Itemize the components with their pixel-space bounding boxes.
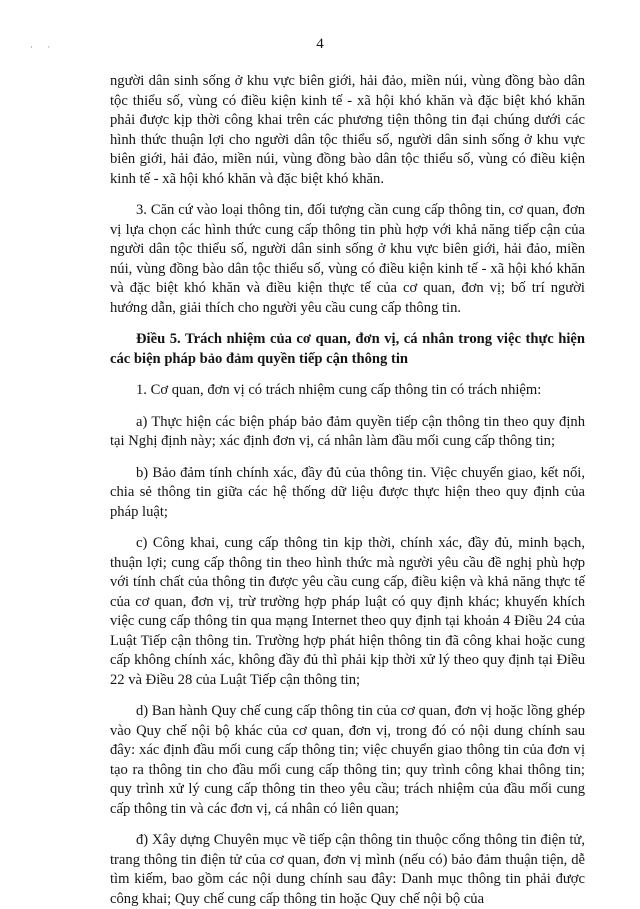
paragraph-point-b: b) Bảo đảm tính chính xác, đầy đủ của thông tin. Việc chuyển giao, kết nối, chia sẻ thông tin giữa các hệ thống dữ liệu được thực hiện theo quy định của pháp luật; — [110, 464, 585, 520]
page-number: 4 — [316, 36, 324, 52]
paragraph-point-d: d) Ban hành Quy chế cung cấp thông tin của cơ quan, đơn vị hoặc lồng ghép vào Quy chế nội bộ khác của cơ quan, đơn vị, trong đó có nội dung chính sau đây: xác định đầu mối cung cấp thông tin; việc chuyển giao thông tin của đơn vị tạo ra thông tin cho đầu mối cung cấp thông tin; quy trình công khai thông tin; quy trình xử lý cung cấp thông tin theo yêu cầu; trách nhiệm của đầu mối cung cấp thông tin và các đơn vị, cá nhân có liên quan; — [110, 703, 585, 817]
scan-specks: · · — [30, 42, 57, 52]
paragraph-point-a: a) Thực hiện các biện pháp bảo đảm quyền tiếp cận thông tin theo quy định tại Nghị định này; xác định đơn vị, cá nhân làm đầu mối cung cấp thông tin; — [110, 413, 585, 449]
paragraph-point-c: c) Công khai, cung cấp thông tin kịp thời, chính xác, đầy đủ, minh bạch, thuận lợi; cung cấp thông tin theo hình thức mà người yêu cầu đề nghị phù hợp với tính chất của thông tin được yêu cầu cung cấp, điều kiện và khả năng thực tế của cơ quan, đơn vị, trừ trường hợp pháp luật có quy định khác; khuyến khích việc cung cấp thông tin qua mạng Internet theo quy định tại khoản 4 Điều 24 của Luật Tiếp cận thông tin. Trường hợp phát hiện thông tin đã công khai hoặc cung cấp không chính xác, không đầy đủ thì phải kịp thời xử lý theo quy định tại Điều 22 và Điều 28 của Luật Tiếp cận thông tin; — [110, 535, 585, 688]
paragraph-clause-1: 1. Cơ quan, đơn vị có trách nhiệm cung cấp thông tin có trách nhiệm: — [136, 382, 542, 398]
paragraph-continuation: người dân sinh sống ở khu vực biên giới, hải đảo, miền núi, vùng đồng bào dân tộc thiểu số, vùng có điều kiện kinh tế - xã hội khó khăn và đặc biệt khó khăn phải được kịp thời công khai trên các phương tiện thông tin đại chúng dưới các hình thức thuận lợi cho người dân tộc thiểu số, người dân sinh sống ở khu vực biên giới, hải đảo, miền núi, vùng đồng bào dân tộc thiểu số, vùng có điều kiện kinh tế - xã hội khó khăn và đặc biệt khó khăn. — [110, 73, 585, 187]
paragraph-clause-3: 3. Căn cứ vào loại thông tin, đối tượng cần cung cấp thông tin, cơ quan, đơn vị lựa chọn các hình thức cung cấp thông tin phù hợp với khả năng tiếp cận của người dân tộc thiểu số, người dân sinh sống ở khu vực biên giới, hải đảo, miền núi, vùng đồng bào dân tộc thiểu số, vùng có điều kiện kinh tế - xã hội khó khăn và đặc biệt khó khăn và điều kiện thực tế của cơ quan, đơn vị; bố trí người hướng dẫn, giải thích cho người yêu cầu cung cấp thông tin. — [110, 202, 585, 316]
document-body — [110, 72, 585, 909]
article-5-heading: Điều 5. Trách nhiệm của cơ quan, đơn vị, cá nhân trong việc thực hiện các biện pháp bảo đảm quyền tiếp cận thông tin — [110, 331, 585, 367]
paragraph-point-dd: đ) Xây dựng Chuyên mục về tiếp cận thông tin thuộc cổng thông tin điện tử, trang thông tin điện tử của cơ quan, đơn vị mình (nếu có) bảo đảm thuận tiện, dễ tìm kiếm, bao gồm các nội dung chính sau đây: Danh mục thông tin phải được công khai; Quy chế cung cấp thông tin hoặc Quy chế nội bộ của — [110, 832, 585, 907]
